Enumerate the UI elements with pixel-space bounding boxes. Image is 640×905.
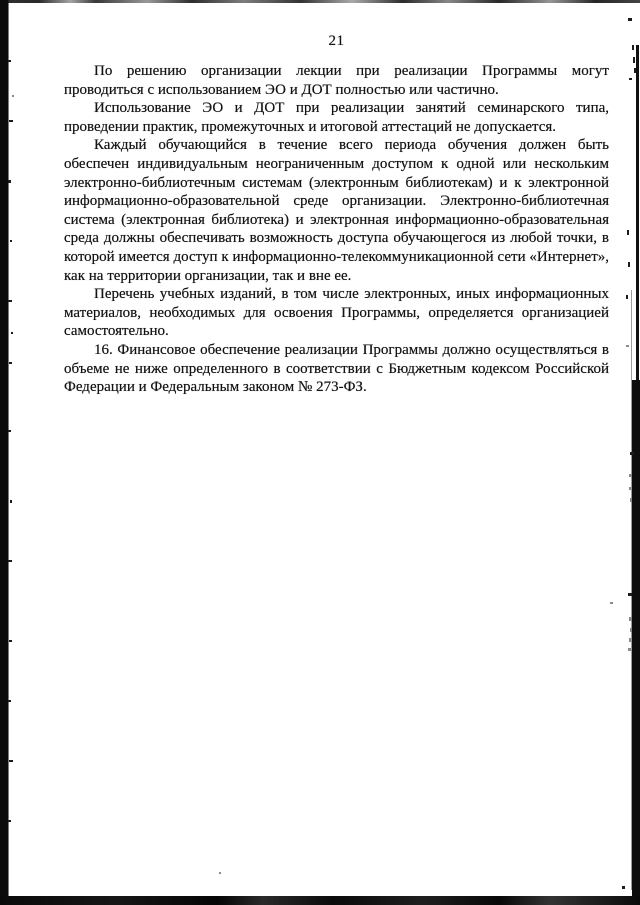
page-number: 21 [328, 33, 345, 49]
paragraph-library-access: Каждый обучающийся в течение всего периода обучения должен быть обеспечен индивидуальным неограниченным доступом к одной или нескольким электронно-библиотечным системам (электронным библиотекам) и к электронной информационно-образовательной среде организации. Электронно-библиотечная система (электронная библиотека) и электронная информационно-образовательная среда должны обеспечивать возможность доступа обучающегося из любой точки, в которой имеется доступ к информационно-телекоммуникационной сети «Интернет», как на территории организации, так и вне ее. [64, 137, 609, 284]
scan-artifact-bottom-edge [0, 896, 640, 905]
paragraph-materials-list: Перечень учебных изданий, в том числе электронных, иных информационных материалов, необходимых для освоения Программы, определяется организацией самостоятельно. [64, 286, 609, 340]
scan-artifact-vertical-line [631, 290, 632, 890]
scan-artifact-right-edge-lower [632, 380, 640, 905]
scan-artifact-left-edge [0, 0, 8, 905]
document-body [64, 62, 609, 397]
scan-artifact-top-edge [0, 0, 640, 3]
paragraph-16-financing: 16. Финансовое обеспечение реализации Программы должно осуществляться в объеме не ниже определенного в соответствии с Бюджетным кодексом Российской Федерации и Федеральным законом № 273-ФЗ. [64, 341, 609, 396]
paragraph-eo-dot-restrictions: Использование ЭО и ДОТ при реализации занятий семинарского типа, проведении практик, промежуточных и итоговой аттестаций не допускается. [64, 100, 609, 135]
paragraph-eo-dot-lectures: По решению организации лекции при реализации Программы могут проводиться с использованием ЭО и ДОТ полностью или частично. [64, 63, 609, 98]
